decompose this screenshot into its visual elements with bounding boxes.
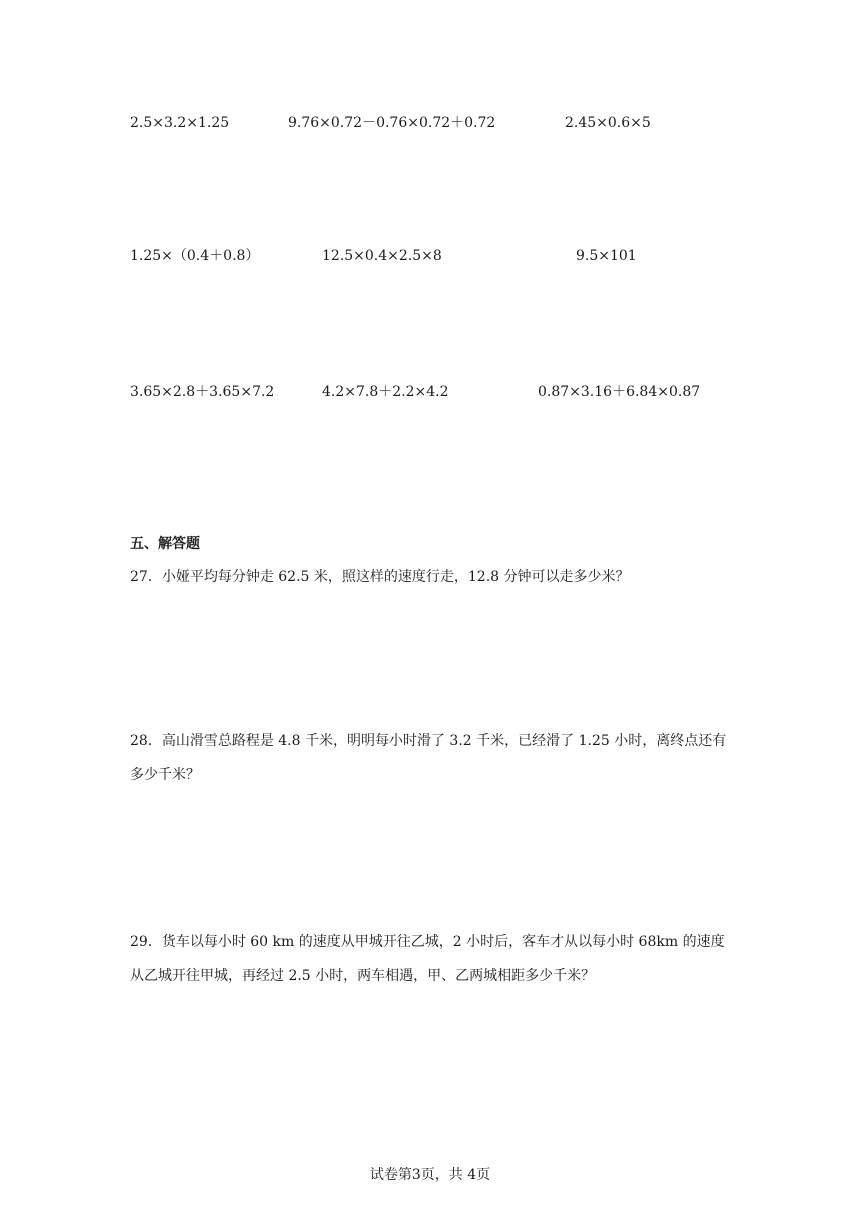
expression-r2-c2: 12.5×0.4×2.5×8 bbox=[322, 248, 442, 264]
problem-27: 27．小娅平均每分钟走 62.5 米，照这样的速度行走，12.8 分钟可以走多少米？ bbox=[130, 569, 630, 585]
expression-r2-c1: 1.25×（0.4＋0.8） bbox=[130, 248, 260, 264]
section-heading: 五、解答题 bbox=[130, 536, 200, 552]
problem-29: 29．货车以每小时 60 km 的速度从甲城开往乙城，2 小时后，客车才从以每小时 68km 的速度从乙城开往甲城，再经过 2.5 小时，两车相遇，甲、乙两城相距多少千米？ bbox=[130, 934, 725, 984]
expression-r3-c2: 4.2×7.8＋2.2×4.2 bbox=[322, 384, 449, 400]
page-number: 试卷第3页，共 4页 bbox=[369, 1167, 491, 1183]
expression-r1-c3: 2.45×0.6×5 bbox=[565, 115, 651, 131]
expression-r3-c3: 0.87×3.16＋6.84×0.87 bbox=[538, 384, 701, 400]
expression-r1-c1: 2.5×3.2×1.25 bbox=[130, 115, 230, 131]
problem-28: 28．高山滑雪总路程是 4.8 千米，明明每小时滑了 3.2 千米，已经滑了 1.25 小时，离终点还有多少千米？ bbox=[130, 733, 727, 783]
expression-r3-c1: 3.65×2.8＋3.65×7.2 bbox=[130, 384, 275, 400]
expression-r1-c2: 9.76×0.72－0.76×0.72＋0.72 bbox=[288, 115, 496, 131]
expression-r2-c3: 9.5×101 bbox=[576, 248, 637, 264]
